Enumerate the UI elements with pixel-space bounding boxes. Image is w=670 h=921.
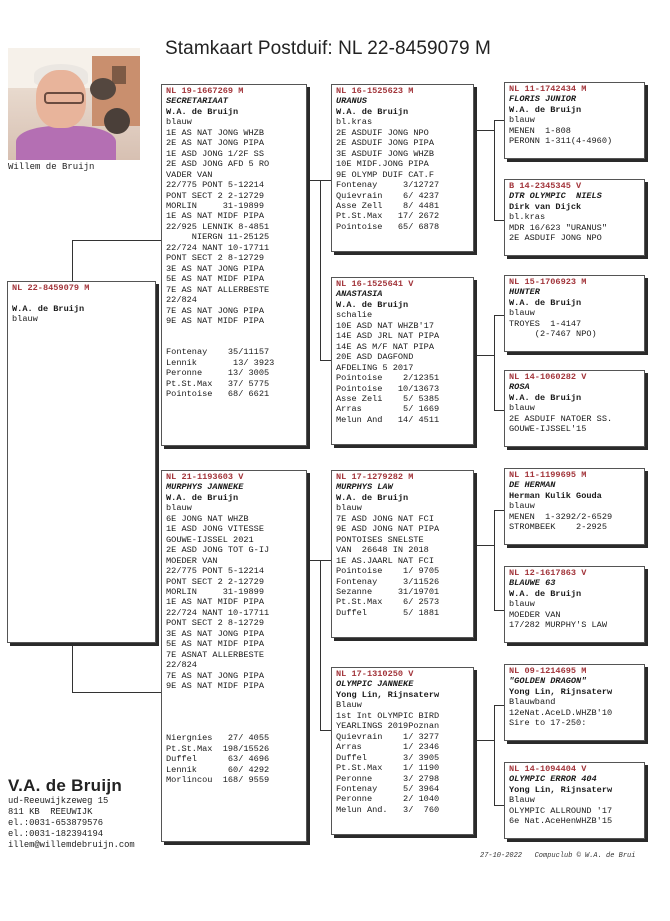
detail-line: Lennik 60/ 4292 [166, 764, 270, 775]
detail-line: blauw [509, 501, 535, 512]
connector [494, 220, 504, 221]
sss-card [504, 82, 645, 159]
connector [306, 560, 320, 561]
pigeon-name: DTR OLYMPIC NIELS [509, 191, 602, 202]
detail-line: Pointoise 2/12351 [336, 373, 440, 384]
detail-line: Blauwband [509, 697, 556, 708]
connector [474, 355, 494, 356]
detail-line: blauw [509, 308, 535, 319]
detail-line: 3E AS NAT JONG PIPA [166, 263, 264, 274]
detail-line: 6e Nat.AceHenWHZB'15 [509, 816, 613, 827]
detail-line: blauw [509, 599, 535, 610]
ring-number: NL 17-1279282 M [336, 472, 414, 482]
detail-line: VADER VAN [166, 169, 213, 180]
ring-number: NL 16-1525641 V [336, 279, 414, 289]
detail-line: OLYMPIC ALLROUND '17 [509, 805, 613, 816]
detail-line: 2E ASDUIF JONG PIPA [336, 138, 434, 149]
photo-caption: Willem de Bruijn [8, 162, 95, 172]
detail-line: PERONN 1-311(4-4960) [509, 136, 613, 147]
detail-line: Blauw [336, 700, 362, 711]
detail-line: blauw [509, 403, 535, 414]
ring-number: NL 14-1060282 V [509, 372, 587, 382]
postcode-line: 811 KB REEUWIJK [8, 807, 93, 817]
phone-line: el.:0031-653879576 [8, 818, 104, 828]
detail-line: Asse Zell 8/ 4481 [336, 200, 440, 211]
detail-line: MDR 16/623 "URANUS" [509, 222, 607, 233]
detail-line: Morlincou 168/ 9559 [166, 775, 270, 786]
pigeon-name: BLAUWE 63 [509, 578, 556, 589]
connector [474, 130, 494, 131]
connector [72, 692, 162, 693]
detail-line: Fontenay 35/11157 [166, 347, 270, 358]
color: blauw [12, 314, 38, 325]
connector [72, 642, 73, 692]
detail-line: 5E AS NAT MIDF PIPA [166, 639, 264, 650]
detail-line: 17/282 MURPHY'S LAW [509, 620, 607, 631]
owner-name: W.A. de Bruijn [509, 392, 582, 403]
detail-line: PONT SECT 2 2-12729 [166, 190, 264, 201]
detail-line: Duffel 63/ 4696 [166, 754, 270, 765]
detail-line: Duffel 5/ 1881 [336, 607, 440, 618]
detail-line: 22/824 [166, 660, 197, 671]
details [509, 501, 640, 532]
detail-line: bl.kras [509, 212, 546, 223]
pigeon-name: ROSA [509, 382, 530, 393]
detail-line [166, 326, 302, 336]
connector [494, 805, 504, 806]
connector [494, 410, 504, 411]
detail-line: 9E AS NAT MIDF PIPA [166, 315, 264, 326]
detail-line: 1E AS NAT JONG WHZB [166, 127, 264, 138]
detail-line: 14E ASD JRL NAT PIPA [336, 331, 440, 342]
details [336, 310, 469, 425]
connector [494, 120, 504, 121]
detail-line: blauw [336, 503, 362, 514]
detail-line: Duffel 3/ 3905 [336, 752, 440, 763]
address-line: ud-Reeuwijkzeweg 15 [8, 796, 109, 806]
detail-line: Pt.St.Max 37/ 5775 [166, 378, 270, 389]
detail-line: TROYES 1-4147 [509, 318, 582, 329]
connector [494, 705, 504, 706]
pigeon-name: "GOLDEN DRAGON" [509, 676, 587, 687]
detail-line: Pointoise 68/ 6621 [166, 389, 270, 400]
detail-line: 14E AS M/F NAT PIPA [336, 341, 434, 352]
footer-note: 27-10-2022 Compuclub © W.A. de Brui [480, 852, 636, 860]
owner-name: W.A. de Bruijn [12, 303, 85, 314]
detail-line: 1E AS NAT MIDF PIPA [166, 211, 264, 222]
pigeon-name: MURPHYS JANNEKE [166, 482, 244, 493]
detail-line: 2E ASDUIF JONG NPO [509, 233, 602, 244]
owner-name: W.A. de Bruijn [336, 299, 409, 310]
owner-name: W.A. de Bruijn [336, 106, 409, 117]
pigeon-name: ANASTASIA [336, 289, 383, 300]
detail-line: Sire to 17-250: [509, 718, 587, 729]
details [509, 795, 640, 826]
connector [320, 180, 321, 360]
detail-line: Fontenay 5/ 3964 [336, 783, 440, 794]
detail-line: PONTOISES SNELSTE [336, 534, 424, 545]
dam-sire-card [331, 470, 474, 638]
details [336, 117, 469, 232]
detail-line: 2E AS NAT JONG PIPA [166, 138, 264, 149]
detail-line: Arras 5/ 1669 [336, 404, 440, 415]
ring-number: NL 12-1617863 V [509, 568, 587, 578]
detail-line: 9E OLYMP DUIF CAT.F [336, 169, 434, 180]
details [509, 308, 640, 339]
detail-line: NIERGN 11-25125 [166, 232, 270, 243]
connector [494, 510, 495, 610]
owner-name: Yong Lin, Rijnsaterw [509, 784, 613, 795]
owner-name: Dirk van Dijck [509, 201, 582, 212]
ssd-card [504, 179, 645, 256]
details [336, 700, 469, 815]
detail-line: MOEDER VAN [509, 609, 561, 620]
ring-number: NL 21-1193603 V [166, 472, 244, 482]
owner-name: Yong Lin, Rijnsaterw [509, 686, 613, 697]
detail-line: YEARLINGS 2019Poznan [336, 721, 440, 732]
ddd-card [504, 762, 645, 839]
detail-line: 7E AS NAT ALLERBESTE [166, 284, 270, 295]
detail-line: 9E AS NAT MIDF PIPA [166, 681, 264, 692]
owner-name: W.A. de Bruijn [509, 588, 582, 599]
pigeon-name: FLORIS JUNIOR [509, 94, 577, 105]
detail-line: 2E ASD JONG AFD 5 RO [166, 159, 270, 170]
pigeon-name: SECRETARIAAT [166, 96, 228, 107]
connector [494, 120, 495, 220]
detail-line: 22/724 NANT 10-17711 [166, 242, 270, 253]
detail-line: VAN 26648 IN 2018 [336, 545, 429, 556]
details [509, 115, 640, 146]
detail-line: 22/824 [166, 295, 197, 306]
detail-line: 7E AS NAT JONG PIPA [166, 305, 264, 316]
detail-line: STROMBEEK 2-2925 [509, 522, 607, 533]
detail-line: MORLIN 31-19899 [166, 200, 264, 211]
detail-line: 7E ASD JONG NAT FCI [336, 513, 434, 524]
pigeon-name: OLYMPIC JANNEKE [336, 679, 414, 690]
detail-line: (2-7467 NPO) [509, 329, 597, 340]
owner-name: W.A. de Bruijn [509, 297, 582, 308]
pigeon-name: DE HERMAN [509, 480, 556, 491]
detail-line: 2E ASDUIF NATOER SS. [509, 413, 613, 424]
ring-number: NL 22-8459079 M [12, 283, 90, 293]
sire-card [161, 84, 307, 446]
detail-line: 20E ASD DAGFOND [336, 352, 414, 363]
detail-line: Arras 1/ 2346 [336, 742, 440, 753]
ring-number: NL 11-1742434 M [509, 84, 587, 94]
detail-line: 3E AS NAT JONG PIPA [166, 628, 264, 639]
dam-dam-card [331, 667, 474, 835]
detail-line: 12eNat.AceLD.WHZB'10 [509, 707, 613, 718]
detail-line: MOEDER VAN [166, 555, 218, 566]
detail-line: GOUWE-IJSSEL'15 [509, 424, 587, 435]
detail-line: Sezanne 31/19701 [336, 586, 440, 597]
detail-line: blauw [509, 115, 535, 126]
detail-line: PONT SECT 2 8-12729 [166, 618, 264, 629]
sire-sire-card [331, 84, 474, 252]
owner-name: Yong Lin, Rijnsaterw [336, 689, 440, 700]
ring-number: B 14-2345345 V [509, 181, 582, 191]
detail-line: 10E ASD NAT WHZB'17 [336, 320, 434, 331]
details [509, 403, 640, 434]
detail-line [166, 723, 302, 733]
detail-line: 6E JONG NAT WHZB [166, 513, 249, 524]
detail-line: MORLIN 31-19899 [166, 586, 264, 597]
detail-line: Quievrain 1/ 3277 [336, 731, 440, 742]
owner-name: W.A. de Bruijn [509, 104, 582, 115]
owner-contact [8, 776, 135, 851]
details [166, 117, 302, 399]
connector [494, 315, 495, 410]
detail-line: 1E ASD JONG 1/2F SS [166, 148, 264, 159]
detail-line: AFDELING 5 2017 [336, 362, 414, 373]
email-line[interactable]: illem@willemdebruijn.com [8, 840, 135, 850]
dds-card [504, 664, 645, 741]
connector [320, 560, 321, 730]
detail-line: Fontenay 3/11526 [336, 576, 440, 587]
dam-card [161, 470, 307, 842]
ring-number: NL 19-1667269 M [166, 86, 244, 96]
sds-card [504, 275, 645, 352]
owner-big-name: V.A. de Bruijn [8, 776, 123, 795]
detail-line: blauw [166, 117, 192, 128]
detail-line: Fontenay 3/12727 [336, 180, 440, 191]
detail-line: 1E ASD JONG VITESSE [166, 524, 264, 535]
detail-line: Peronne 2/ 1040 [336, 794, 440, 805]
detail-line: PONT SECT 2 2-12729 [166, 576, 264, 587]
pigeon-name: OLYMPIC ERROR 404 [509, 774, 597, 785]
detail-line: 22/775 PONT 5-12214 [166, 180, 264, 191]
dsd-card [504, 566, 645, 643]
detail-line: Peronne 13/ 3005 [166, 368, 270, 379]
detail-line: 9E ASD JONG NAT PIPA [336, 524, 440, 535]
connector [474, 740, 494, 741]
details [336, 503, 469, 618]
ring-number: NL 09-1214695 M [509, 666, 587, 676]
detail-line [166, 702, 302, 712]
subject-pigeon-card [7, 281, 156, 643]
page-title: Stamkaart Postduif: NL 22-8459079 M [165, 38, 491, 59]
detail-line: 1E AS.JAARL NAT FCI [336, 555, 434, 566]
details [509, 697, 640, 728]
detail-line: 10E MIDF.JONG PIPA [336, 159, 429, 170]
detail-line: GOUWE-IJSSEL 2021 [166, 534, 254, 545]
detail-line: MENEN 1-3292/2-6529 [509, 511, 613, 522]
details [509, 212, 640, 243]
details [509, 599, 640, 630]
detail-line: PONT SECT 2 8-12729 [166, 253, 264, 264]
ring-number: NL 16-1525623 M [336, 86, 414, 96]
detail-line: 1E AS NAT MIDF PIPA [166, 597, 264, 608]
detail-line: blauw [166, 503, 192, 514]
detail-line: 7E ASNAT ALLERBESTE [166, 649, 264, 660]
detail-line: Melun And. 3/ 760 [336, 804, 440, 815]
sdd-card [504, 370, 645, 447]
owner-photo [8, 48, 140, 160]
detail-line: Lennik 13/ 3923 [166, 357, 275, 368]
ring-number: NL 11-1199695 M [509, 470, 587, 480]
details [166, 503, 302, 785]
detail-line: Asse Zeli 5/ 5385 [336, 393, 440, 404]
detail-line: Niergnies 27/ 4055 [166, 733, 270, 744]
connector [474, 545, 494, 546]
connector [72, 240, 162, 241]
detail-line: 7E AS NAT JONG PIPA [166, 670, 264, 681]
sire-dam-card [331, 277, 474, 445]
detail-line: Peronne 3/ 2798 [336, 773, 440, 784]
phone-line: el.:0031-182394194 [8, 829, 104, 839]
dss-card [504, 468, 645, 545]
connector [306, 180, 320, 181]
pigeon-name: MURPHYS LAW [336, 482, 393, 493]
detail-line: 3E ASDUIF JONG WHZB [336, 148, 434, 159]
detail-line: Pt.St.Max 198/15526 [166, 743, 270, 754]
connector [494, 610, 504, 611]
detail-line: Pointoise 10/13673 [336, 383, 440, 394]
owner-name: W.A. de Bruijn [166, 106, 239, 117]
connector [494, 510, 504, 511]
ring-number: NL 14-1094404 V [509, 764, 587, 774]
detail-line: 5E AS NAT MIDF PIPA [166, 274, 264, 285]
detail-line [166, 712, 302, 722]
detail-line: 22/775 PONT 5-12214 [166, 566, 264, 577]
detail-line: Pt.St.Max 6/ 2573 [336, 597, 440, 608]
detail-line: Blauw [509, 795, 535, 806]
ring-number: NL 15-1706923 M [509, 277, 587, 287]
detail-line [166, 337, 302, 347]
detail-line: Pointoise 1/ 9705 [336, 566, 440, 577]
connector [494, 705, 495, 805]
detail-line: 1st Int OLYMPIC BIRD [336, 710, 440, 721]
owner-name: Herman Kulik Gouda [509, 490, 602, 501]
detail-line: bl.kras [336, 117, 373, 128]
owner-name: W.A. de Bruijn [166, 492, 239, 503]
ring-number: NL 17-1310250 V [336, 669, 414, 679]
detail-line: schalie [336, 310, 373, 321]
detail-line: Pt.St.Max 1/ 1190 [336, 763, 440, 774]
pigeon-name: HUNTER [509, 287, 540, 298]
pigeon-name: URANUS [336, 96, 367, 107]
owner-name: W.A. de Bruijn [336, 492, 409, 503]
detail-line: MENEN 1-808 [509, 125, 571, 136]
detail-line: 2E ASDUIF JONG NPO [336, 127, 429, 138]
detail-line: Pt.St.Max 17/ 2672 [336, 211, 440, 222]
connector [494, 315, 504, 316]
detail-line: 2E ASD JONG TOT G-IJ [166, 545, 270, 556]
detail-line: 22/925 LENNIK 8-4851 [166, 221, 270, 232]
detail-line: Melun And 14/ 4511 [336, 414, 440, 425]
detail-line: 22/724 NANT 10-17711 [166, 607, 270, 618]
detail-line: Quievrain 6/ 4237 [336, 190, 440, 201]
detail-line: Pointoise 65/ 6878 [336, 221, 440, 232]
detail-line [166, 692, 302, 702]
